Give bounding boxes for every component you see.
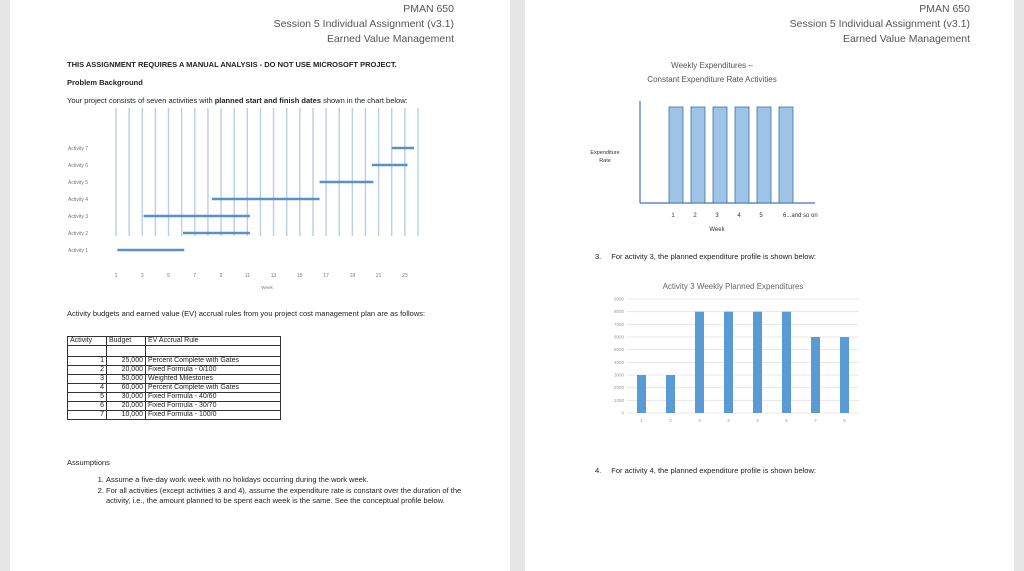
x-tick-label: 2 bbox=[693, 213, 697, 219]
x-tick-label: 1 bbox=[671, 213, 675, 219]
x-tick-label: 21 bbox=[375, 273, 382, 279]
list-item-4: 4. For activity 4, the planned expenditure profile is shown below: bbox=[595, 466, 816, 475]
y-tick-label: 2000 bbox=[613, 385, 624, 391]
page-header bbox=[274, 2, 454, 47]
chart-title: Activity 3 Weekly Planned Expenditures bbox=[662, 282, 804, 291]
table-row bbox=[68, 375, 281, 384]
x-tick-label: 19 bbox=[349, 273, 356, 279]
bar bbox=[782, 312, 791, 413]
y-tick-label: 4000 bbox=[613, 359, 624, 365]
bar bbox=[713, 107, 727, 203]
list-item: 1. Assume a five-day work week with no holidays occurring during the work week. bbox=[106, 475, 466, 485]
table-row bbox=[68, 384, 281, 393]
x-tick-label: 3 bbox=[698, 418, 701, 423]
cell-activity: 6 bbox=[68, 402, 107, 411]
x-tick-label: 23 bbox=[402, 273, 408, 279]
budget-table bbox=[67, 336, 281, 420]
cell-activity: 7 bbox=[68, 411, 107, 420]
x-tick-label: 1 bbox=[640, 418, 643, 423]
x-axis-label: Week bbox=[261, 285, 273, 290]
bar bbox=[840, 337, 849, 413]
assumptions-heading: Assumptions bbox=[67, 458, 110, 467]
table-row bbox=[68, 357, 281, 366]
activity-label: Activity 2 bbox=[68, 231, 89, 237]
x-tick-label: 4 bbox=[737, 213, 741, 219]
bar bbox=[811, 337, 820, 413]
activity-label: Activity 6 bbox=[68, 163, 89, 169]
cell-budget: 60,000 bbox=[107, 384, 146, 393]
cell-activity: 4 bbox=[68, 384, 107, 393]
bar bbox=[669, 107, 683, 203]
x-tick-label: 3 bbox=[715, 213, 719, 219]
list-item: 2. For all activities (except activities 3 and 4), assume the expenditure rate is constant over the duration of the activity, i.e., the amount planned to be spent each week is the same. See the conceptual profile below. bbox=[106, 486, 466, 506]
session-title: Session 5 Individual Assignment (v3.1) bbox=[789, 18, 970, 30]
bar bbox=[666, 375, 675, 413]
list-item-3: 3. For activity 3, the planned expenditure profile is shown below: bbox=[595, 252, 816, 261]
activity-label: Activity 7 bbox=[68, 146, 89, 152]
cell-rule: Fixed Formula - 100/0 bbox=[146, 411, 281, 420]
y-tick-label: 1000 bbox=[613, 397, 624, 403]
y-tick-label: 9000 bbox=[613, 296, 624, 302]
cell-rule: Fixed Formula - 30/70 bbox=[146, 402, 281, 411]
table-spacer-row bbox=[68, 346, 281, 357]
col-header-budget: Budget bbox=[107, 337, 146, 346]
x-tick-label: 4 bbox=[727, 418, 730, 423]
x-tick-label: 11 bbox=[244, 273, 250, 279]
bar bbox=[695, 312, 704, 413]
intro-paragraph: Your project consists of seven activities with planned start and finish dates shown in the chart below: bbox=[67, 96, 408, 105]
bar bbox=[691, 107, 705, 203]
x-tick-label: 2 bbox=[669, 418, 672, 423]
course-code: PMAN 650 bbox=[919, 3, 970, 15]
session-title: Session 5 Individual Assignment (v3.1) bbox=[273, 18, 454, 30]
x-tick-label: 13 bbox=[270, 273, 277, 279]
section-heading: Problem Background bbox=[67, 78, 143, 87]
bar bbox=[779, 107, 793, 203]
cell-budget: 20,000 bbox=[107, 366, 146, 375]
y-tick-label: 3000 bbox=[613, 372, 624, 378]
y-tick-label: 7000 bbox=[613, 321, 624, 327]
x-tick-label: 6...and so on bbox=[783, 213, 818, 219]
chart-subtitle: Constant Expenditure Rate Activities bbox=[647, 75, 777, 84]
weekly-expenditure-chart bbox=[585, 55, 905, 245]
page-header bbox=[790, 2, 970, 47]
chart-title: Weekly Expenditures – bbox=[671, 61, 753, 70]
activity-label: Activity 1 bbox=[68, 248, 89, 254]
cell-rule: Fixed Formula - 0/100 bbox=[146, 366, 281, 375]
table-row bbox=[68, 411, 281, 420]
table-row bbox=[68, 366, 281, 375]
x-tick-label: 5 bbox=[756, 418, 759, 423]
col-header-rule: EV Accrual Rule bbox=[146, 337, 281, 346]
activity3-expenditure-chart bbox=[593, 272, 863, 434]
cell-rule: Fixed Formula - 40/60 bbox=[146, 393, 281, 402]
table-row bbox=[68, 402, 281, 411]
x-tick-label: 17 bbox=[323, 273, 329, 279]
bar bbox=[735, 107, 749, 203]
course-code: PMAN 650 bbox=[403, 3, 454, 15]
gantt-chart bbox=[60, 108, 460, 298]
x-tick-label: 5 bbox=[759, 213, 763, 219]
cell-budget: 25,000 bbox=[107, 357, 146, 366]
document-page-2 bbox=[525, 0, 1014, 571]
y-tick-label: 0 bbox=[621, 410, 624, 416]
cell-activity: 2 bbox=[68, 366, 107, 375]
x-tick-label: 3 bbox=[140, 273, 144, 279]
cell-budget: 50,000 bbox=[107, 375, 146, 384]
activity-label: Activity 3 bbox=[68, 214, 89, 220]
col-header-activity: Activity bbox=[68, 337, 107, 346]
y-tick-label: 6000 bbox=[613, 334, 624, 340]
cell-budget: 10,000 bbox=[107, 411, 146, 420]
activity-label: Activity 5 bbox=[68, 180, 89, 186]
cell-activity: 5 bbox=[68, 393, 107, 402]
bar bbox=[637, 375, 646, 413]
y-tick-label: 5000 bbox=[613, 347, 624, 353]
topic-title: Earned Value Management bbox=[326, 33, 454, 45]
x-axis-label: Week bbox=[709, 227, 725, 233]
y-axis-label-line2: Rate bbox=[599, 158, 611, 164]
cell-rule: Percent Complete with Gates bbox=[146, 384, 281, 393]
x-tick-label: 9 bbox=[219, 273, 223, 279]
x-tick-label: 7 bbox=[193, 273, 197, 279]
bar bbox=[724, 312, 733, 413]
cell-rule: Percent Complete with Gates bbox=[146, 357, 281, 366]
y-tick-label: 8000 bbox=[613, 309, 624, 315]
x-tick-label: 15 bbox=[297, 273, 303, 279]
warning-text: THIS ASSIGNMENT REQUIRES A MANUAL ANALYSIS - DO NOT USE MICROSOFT PROJECT. bbox=[67, 60, 397, 69]
cell-rule: Weighted Milestones bbox=[146, 375, 281, 384]
x-tick-label: 1 bbox=[114, 273, 118, 279]
x-tick-label: 7 bbox=[814, 418, 817, 423]
x-tick-label: 6 bbox=[785, 418, 788, 423]
table-row bbox=[68, 393, 281, 402]
cell-activity: 3 bbox=[68, 375, 107, 384]
cell-budget: 20,000 bbox=[107, 402, 146, 411]
budget-intro: Activity budgets and earned value (EV) accrual rules from you project cost management plan are as follows: bbox=[67, 309, 426, 318]
cell-budget: 30,000 bbox=[107, 393, 146, 402]
bar bbox=[753, 312, 762, 413]
y-axis-label-line1: Expenditure bbox=[590, 150, 620, 156]
table-header-row bbox=[68, 337, 281, 346]
topic-title: Earned Value Management bbox=[842, 33, 970, 45]
cell-activity: 1 bbox=[68, 357, 107, 366]
bar bbox=[757, 107, 771, 203]
activity-label: Activity 4 bbox=[68, 197, 89, 203]
assumptions-list bbox=[92, 475, 466, 507]
x-tick-label: 5 bbox=[167, 273, 170, 279]
x-tick-label: 8 bbox=[843, 418, 846, 423]
document-page-1 bbox=[10, 0, 510, 571]
